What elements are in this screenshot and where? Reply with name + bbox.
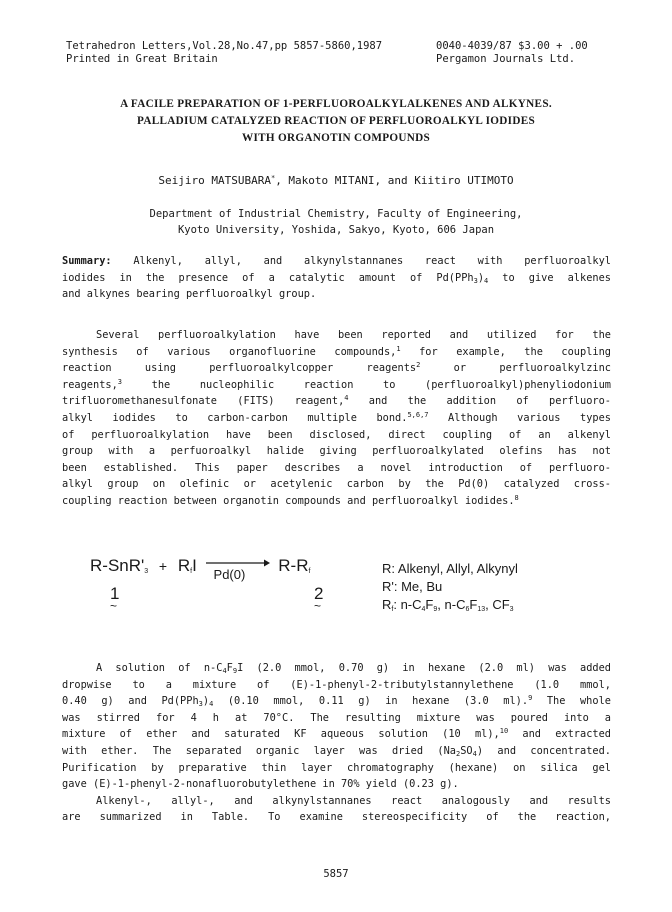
affiliation-line: Department of Industrial Chemistry, Faculty of Engineering, — [149, 208, 523, 220]
text-run: , CF — [485, 597, 510, 612]
paper-title — [60, 96, 612, 147]
text-run: ) — [477, 271, 485, 284]
printed-line: Printed in Great Britain — [66, 53, 218, 65]
reference-mark: 2 — [416, 361, 421, 370]
subscript: 9 — [433, 606, 438, 613]
text-run: , n-C — [437, 597, 466, 612]
reference-mark: 10 — [499, 727, 509, 736]
text-run: A solution of n-C — [96, 662, 223, 674]
subscript: 3 — [473, 276, 478, 285]
compound-number: 2 — [314, 584, 324, 603]
subscript: 6 — [465, 606, 470, 613]
text-line: Alkenyl-, allyl-, and alkynylstannanes react analogously and results — [96, 794, 611, 807]
legend-line — [382, 596, 518, 614]
journal-code — [436, 40, 588, 66]
title-line: WITH ORGANOTIN COMPOUNDS — [241, 132, 431, 144]
citation-line: Tetrahedron Letters,Vol.28,No.47,pp 5857-5860,1987 — [66, 40, 383, 52]
subscript: 4 — [472, 749, 477, 758]
subscript: f — [190, 568, 193, 575]
text-line — [62, 493, 611, 510]
subscript: f — [391, 606, 394, 613]
text-run: 0.40 g) and Pd(PPh — [62, 695, 199, 708]
reference-mark: 1 — [396, 344, 401, 353]
title-line: PALLADIUM CATALYZED REACTION OF PERFLUOROALKYL IODIDES — [137, 115, 535, 127]
text-run: Alkenyl, allyl, and alkynylstannanes react with perfluoroalkyl — [111, 255, 611, 267]
catalyst-label: Pd(0) — [213, 566, 246, 582]
reactant: R-SnR' — [90, 556, 145, 575]
text-run: SO — [460, 744, 473, 757]
subscript: 3 — [509, 606, 514, 613]
journal-citation — [66, 40, 382, 66]
reference-mark: 4 — [344, 394, 349, 403]
legend-line: R': Me, Bu — [382, 579, 443, 594]
text-run: I (2.0 mmol, 0.70 g) in hexane (2.0 ml) was added — [237, 662, 611, 674]
legend-line: R: Alkenyl, Allyl, Alkynyl — [382, 561, 518, 576]
text-line — [62, 253, 611, 270]
text-line — [62, 360, 611, 377]
subscript: 3 — [144, 568, 149, 575]
text-run: mixture of ether and saturated KF aqueous solution (10 ml), — [62, 728, 500, 741]
text-line: gave (E)-1-phenyl-2-nonafluorobutylethene in 70% yield (0.23 g). — [62, 778, 459, 791]
subscript: 4 — [484, 276, 489, 285]
text-run: with ether. The separated organic layer was dried (Na — [62, 744, 456, 757]
text-line: are summarized in Table. To examine stereospecificity of the reaction, — [62, 811, 611, 824]
text-run: and extracted — [508, 728, 611, 741]
text-line — [62, 393, 611, 410]
reagent-iodide: I — [192, 556, 197, 575]
text-run: the nucleophilic reaction to (perfluoroalkyl)phenyliodonium — [122, 378, 611, 391]
text-run: and the addition of perfluoro- — [348, 395, 611, 408]
text-run: alkyl iodides to carbon-carbon multiple bond. — [62, 411, 408, 424]
text-line — [62, 377, 611, 394]
text-run: R — [382, 597, 392, 612]
text-line — [62, 344, 611, 361]
plus-sign: + — [158, 558, 168, 574]
publisher: Pergamon Journals Ltd. — [436, 53, 576, 65]
reference-mark: 5,6,7 — [407, 410, 429, 419]
text-line: alkyl group on olefinic or acetylenic carbon by the Pd(0) catalyzed cross- — [62, 478, 611, 491]
text-line: been established. This paper describes a novel introduction of perfluoro- — [62, 461, 611, 474]
product: R-R — [278, 556, 309, 575]
text-run: Although various types — [428, 411, 611, 424]
text-line — [62, 660, 611, 677]
subscript: 4 — [421, 606, 426, 613]
affiliation-line: Kyoto University, Yoshida, Sakyo, Kyoto, 606 Japan — [177, 224, 495, 236]
subscript: 2 — [456, 749, 461, 758]
text-run: F — [469, 597, 478, 612]
text-run: The whole — [532, 695, 611, 708]
text-line: group with a perfuoroalkyl halide giving perfluoroalkylated olefins has not — [62, 445, 611, 458]
text-run: iodides in the presence of a catalytic amount of Pd(PPh — [62, 271, 474, 284]
summary — [62, 253, 611, 303]
subscript: 9 — [232, 667, 238, 675]
text-line: Several perfluoroalkylation have been reported and utilized for the — [96, 329, 611, 341]
corresponding-mark: * — [270, 174, 276, 182]
scheme-legend — [382, 560, 518, 614]
text-run: ) and concentrated. — [476, 744, 611, 757]
intro-paragraph — [62, 327, 611, 510]
text-run: F — [226, 662, 233, 674]
reagent: R — [177, 556, 191, 575]
text-line — [62, 726, 611, 743]
text-run: F — [425, 597, 434, 612]
text-run: reagents, — [62, 378, 118, 391]
author-list — [60, 174, 612, 187]
text-line: of perfluoroalkylation have been disclosed, direct coupling of an alkenyl — [62, 428, 611, 441]
text-line — [62, 270, 611, 287]
reference-mark: 9 — [528, 694, 533, 703]
subscript: 3 — [198, 700, 203, 709]
price-code: 0040-4039/87 $3.00 + .00 — [436, 40, 588, 52]
author-name: Seijiro MATSUBARA — [158, 174, 271, 187]
text-run: for example, the coupling — [400, 345, 612, 358]
text-run: or perfluoroalkylzinc — [420, 362, 611, 375]
compound-number: 1 — [110, 584, 120, 603]
text-run: reaction using perfluoroalkylcopper reagents — [62, 362, 417, 375]
text-line: Purification by preparative thin layer chromatography (hexane) on silica gel — [62, 761, 611, 774]
reaction-equation — [90, 556, 311, 582]
text-line: was stirred for 4 h at 70°C. The resulting mixture was poured into a — [62, 711, 611, 724]
text-run: ) — [202, 695, 210, 708]
reaction-arrow — [206, 557, 270, 582]
summary-label: Summary: — [62, 255, 112, 267]
text-line — [62, 693, 611, 710]
underline-tilde: ~ — [314, 599, 322, 613]
affiliation — [60, 206, 612, 238]
subscript: 4 — [222, 667, 227, 675]
text-run: to give alkenes — [488, 271, 611, 284]
reaction-scheme — [90, 556, 610, 646]
title-line: A FACILE PREPARATION OF 1-PERFLUOROALKYLALKENES AND ALKYNES. — [120, 98, 552, 110]
subscript: f — [308, 568, 311, 575]
text-run: (0.10 mmol, 0.11 g) in hexane (3.0 ml). — [213, 695, 529, 708]
experimental-paragraph — [62, 660, 611, 826]
page-number: 5857 — [323, 868, 349, 880]
subscript: 4 — [209, 700, 214, 709]
text-run: synthesis of various organofluorine compounds, — [62, 345, 397, 358]
text-run: trifluoromethanesulfonate (FITS) reagent, — [62, 395, 345, 408]
text-line — [62, 743, 611, 760]
text-run: : n-C — [393, 597, 422, 612]
text-line: dropwise to a mixture of (E)-1-phenyl-2-tributylstannylethene (1.0 mmol, — [62, 678, 611, 691]
underline-tilde: ~ — [110, 599, 118, 613]
text-run: coupling reaction between organotin compounds and perfluoroalkyl iodides. — [62, 494, 515, 507]
reference-mark: 3 — [117, 377, 123, 386]
text-line — [62, 410, 611, 427]
text-line: and alkynes bearing perfluoroalkyl group. — [62, 288, 317, 301]
reference-mark: 8 — [514, 493, 519, 502]
subscript: 13 — [477, 606, 486, 613]
author-names: , Makoto MITANI, and Kiitiro UTIMOTO — [275, 174, 514, 187]
